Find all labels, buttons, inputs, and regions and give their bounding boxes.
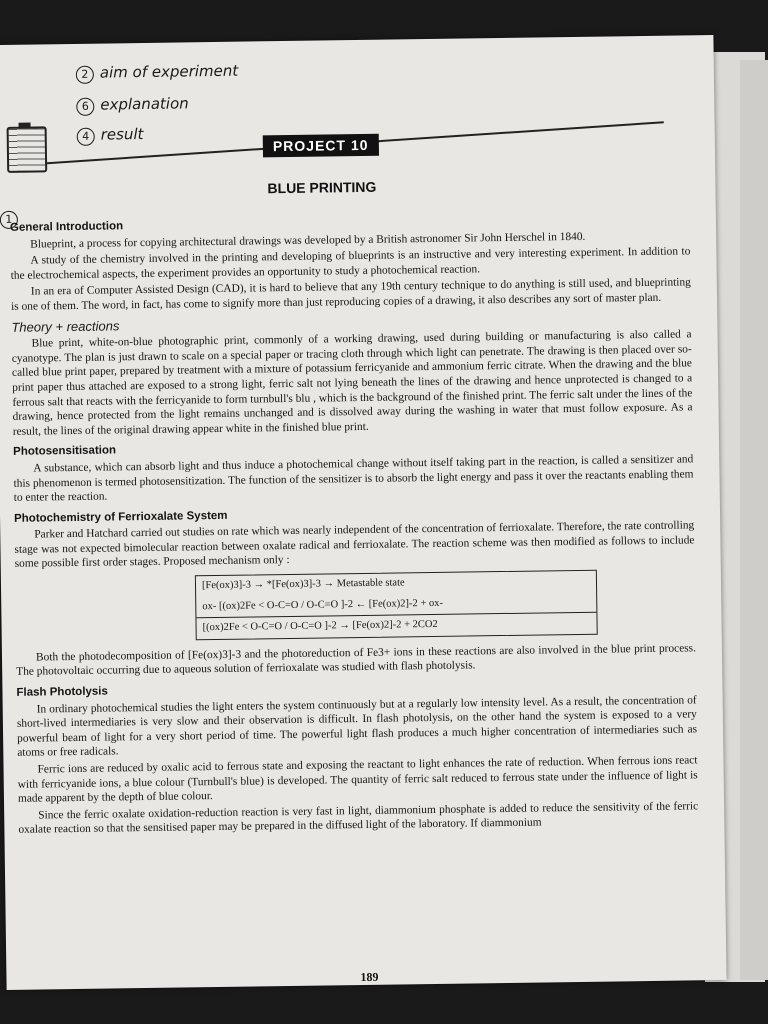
paragraph: Parker and Hatchard carried out studies on rate which was nearly independent of the concentration of ferrioxalate. Therefore, the rate controlling stage was not expected bimolecular reaction between oxalate radical and ferrioxalate. The reaction scheme was then modified as follows to include some possible first order stages. Proposed mechanism only :	[14, 519, 695, 571]
paragraph: Blueprint, a process for copying architectural drawings was developed by a British astronomer Sir John Herschel in 1840.	[30, 230, 586, 251]
scheme-line-2: ox- [(ox)2Fe < O-C=O / O-C=O ]-2 ← [Fe(ox)2]-2 + ox-	[202, 597, 444, 612]
project-label: PROJECT 10	[263, 134, 379, 158]
heading-general-introduction: General Introduction	[9, 220, 124, 234]
paragraph: Both the photodecomposition of [Fe(ox)3]-3 and the photoreduction of Fe3+ ions in these reactions are also involved in the blue print process. The photovoltaic occurring due to aqueous solution of ferrioxalate was studied with flash photolysis.	[16, 642, 697, 679]
scheme-line-3: [(ox)2Fe < O-C=O / O-C=O ]-2 → [Fe(ox)2]-2 + 2CO2	[196, 612, 596, 639]
handwritten-heading-theory: Theory + reactions	[11, 317, 120, 335]
handwritten-number-1: 1	[0, 211, 24, 229]
page-number: 189	[360, 969, 379, 985]
book-page	[0, 35, 727, 990]
paragraph: A substance, which can absorb light and thus induce a photochemical change without itself taking part in the reaction, is called a sensitizer and this phenomenon is termed photosensitization. The function of the sensitizer is to absorb the light energy and pass it over the reactants enabling them to enter the reaction.	[13, 453, 694, 504]
page-title: BLUE PRINTING	[267, 178, 377, 197]
clipboard-icon	[7, 126, 48, 173]
paragraph: Ferric ions are reduced by oxalic acid to ferrous state and exposing the reactant to light enhances the rate of reduction. When ferrous ions react with ferricyanide ions, a blue colour (Turnbull's blue) is developed. The quantity of ferric salt reduced to ferrous state under the influence of light is made apparent by the depth of blue colour.	[17, 754, 698, 805]
paragraph: In an era of Computer Assisted Design (CAD), it is hard to believe that any 19th century technique to do anything is still used, and blueprinting is one of them. The word, in fact, has come to signify more than just reproducing copies of a drawing, it also describes any sort of master plan.	[11, 276, 691, 313]
handwritten-note-explanation: 6 explanation	[76, 94, 189, 116]
next-page-edge-2	[740, 60, 768, 980]
heading-flash-photolysis: Flash Photolysis	[16, 685, 108, 699]
paragraph: Since the ferric oxalate oxidation-reduction reaction is very fast in light, diammonium phosphate is added to reduce the sensitivity of the ferric oxalate reaction so that the sensitised paper may be prepared in the diffused light of the laboratory. If diammonium	[18, 800, 699, 837]
paragraph: In ordinary photochemical studies the light enters the system continuously but at a regularly low intensity level. As a result, the concentration of short-lived intermediaries is very slow and their observation is difficult. In flash photolysis, on the other hand the system is exposed to a very powerful beam of light for a very short period of time. The powerful light flash produces a much higher concentration of intermediaries such as atoms or free radicals.	[16, 693, 698, 760]
scheme-line-1: [Fe(ox)3]-3 → *[Fe(ox)3]-3 → Metastable state	[201, 577, 405, 592]
handwritten-note-aim: 2 aim of experiment	[76, 62, 239, 84]
heading-photosensitisation: Photosensitisation	[13, 444, 117, 459]
paragraph: A study of the chemistry involved in the printing and developing of blueprints is an instructive and very interesting experiment. In addition to the electrochemical aspects, the experiment provides an opportunity to study a photochemical reaction.	[10, 245, 691, 282]
handwritten-note-result: 4 result	[77, 125, 144, 146]
paragraph: Blue print, white-on-blue photographic print, commonly of a working drawing, used during building or manufacturing is also called a cyanotype. The plan is just drawn to scale on a special paper or tracing cloth through which light can penetrate. The drawing is then placed over so-called blue print paper, prepared by treatment with a mixture of potassium ferricyanide and ammonium ferric citrate. When the drawing and the blue print paper thus attached are exposed to a strong light, ferric salt not lying beneath the lines of the drawing and hence unprotected is changed to a ferrous salt that reacts with the ferricyanide to form turnbull's blu , which is the background of the finished print. The ferric salt under the lines of the drawing, hence protected from the light remains unchanged and is dissolved away during the washing in water that must follow exposure. As a result, the lines of the original drawing appear white in the finished blue print.	[11, 328, 693, 438]
heading-ferrioxalate: Photochemistry of Ferrioxalate System	[13, 509, 228, 525]
reaction-scheme	[195, 570, 598, 640]
page-body	[10, 205, 699, 839]
